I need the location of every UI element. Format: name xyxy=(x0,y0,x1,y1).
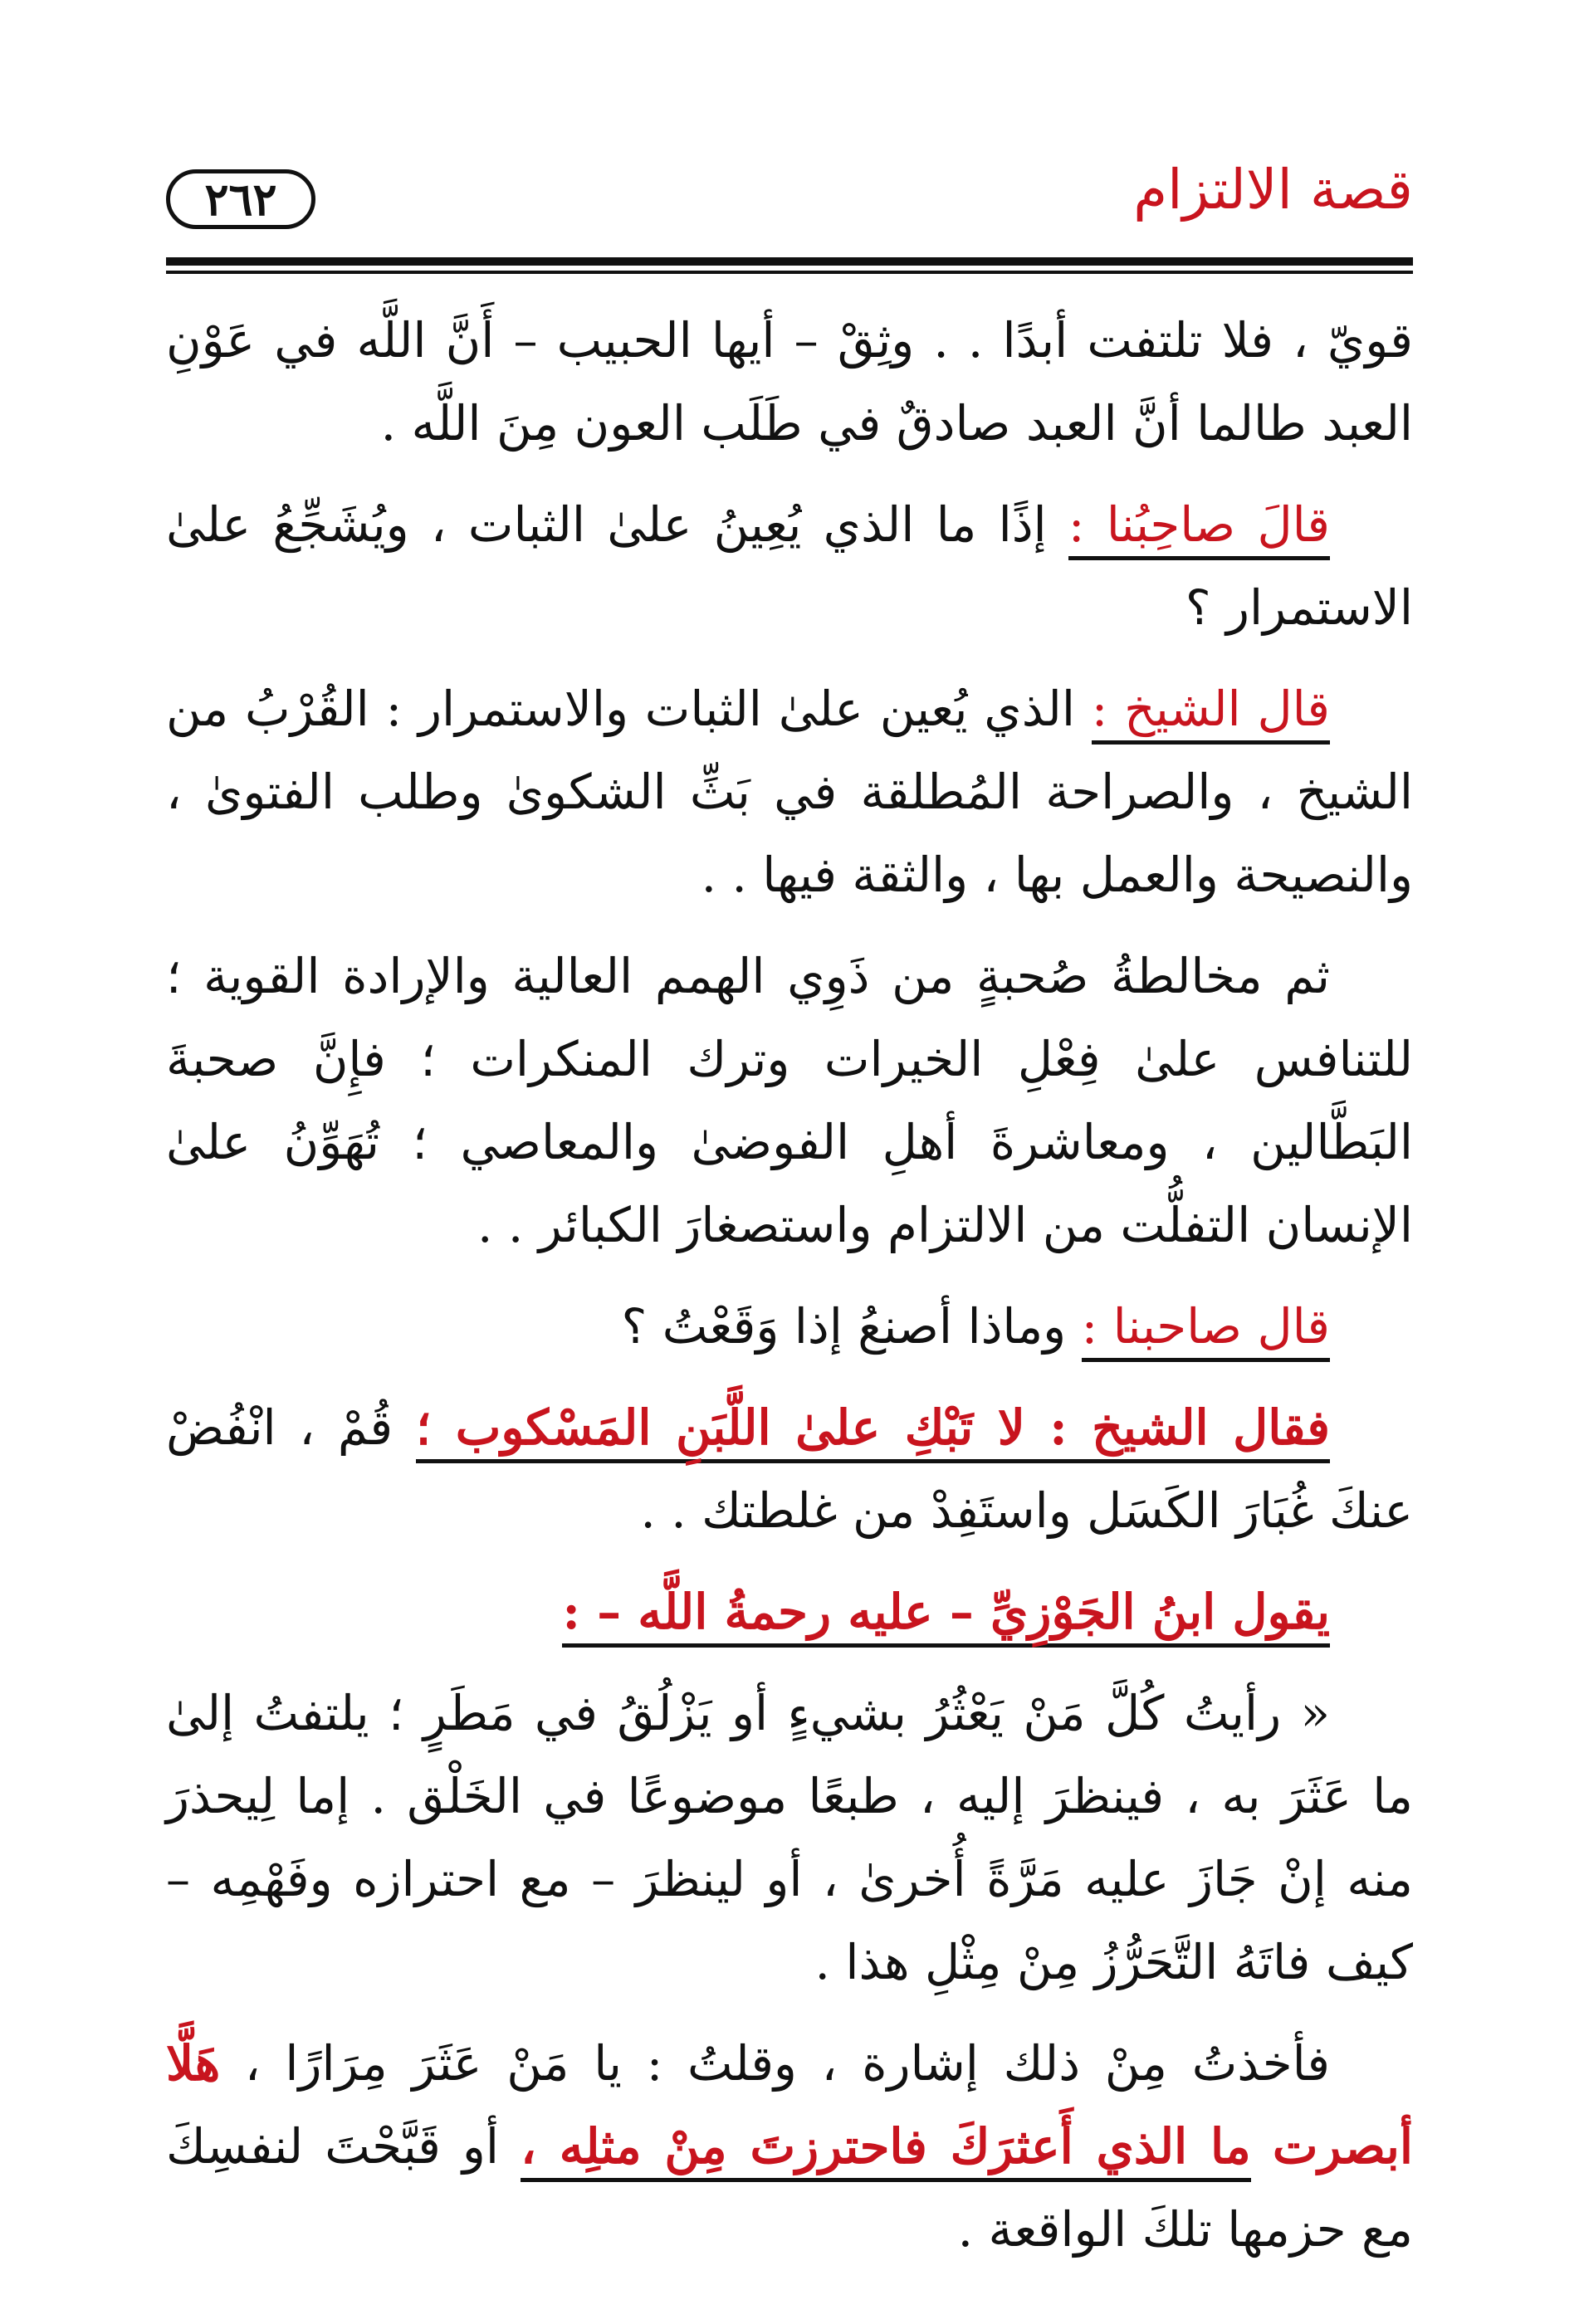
header-rule-thin xyxy=(166,271,1413,274)
paragraph-1: قويّ ، فلا تلتفت أبدًا . . وثِقْ – أيها الحبيب – أَنَّ اللَّه في عَوْنِ العبد طالما أنَّ العبد صادقٌ في طَلَب العون مِنَ اللَّه . xyxy=(166,312,1413,452)
page-header xyxy=(166,158,1413,249)
paragraph-2 xyxy=(166,483,1413,649)
book-title: قصة الالتزام xyxy=(1133,158,1413,222)
paragraph-5-text: وماذا أصنعُ إذا وَقَعْتُ ؟ xyxy=(621,1298,1082,1355)
paragraph-6 xyxy=(166,1386,1413,1552)
paragraph-8-highlight-1: هَلَّا أبصرت xyxy=(166,2035,1414,2175)
paragraph-8-text-2: أو قَبَّحْتَ لنفسِكَ مع حزمها تلكَ الواقعة . xyxy=(166,2118,1413,2258)
paragraph-8-highlight-2: ما الذي أَعثرَكَ فاحترزتَ مِنْ مثلِه ، xyxy=(521,2118,1251,2182)
paragraph-5 xyxy=(166,1285,1413,1368)
quote-heading-text: يقول ابنُ الجَوْزِيِّ – عليه رحمةُ اللَّه – : xyxy=(562,1584,1330,1648)
paragraph-8 xyxy=(166,2022,1413,2271)
paragraph-3-text: الذي يُعين علىٰ الثبات والاستمرار : القُرْبُ من الشيخ ، والصراحة المُطلقة في بَثِّ الشكوىٰ وطلب الفتوىٰ ، والنصيحة والعمل بها ، والثقة فيها . . xyxy=(166,681,1413,903)
page-number: ٢٦٢ xyxy=(204,173,277,226)
speaker-companion: قالَ صاحِبُنا : xyxy=(1068,496,1330,560)
paragraph-4: ثم مخالطةُ صُحبةٍ من ذَوِي الهمم العالية والإرادة القوية ؛ للتنافس علىٰ فِعْلِ الخيرات وترك المنكرات ؛ فإِنَّ صحبةَ البَطَّالين ، ومعاشرةَ أهلِ الفوضىٰ والمعاصي ؛ تُهَوِّنُ علىٰ الإنسان التفلُّت من الالتزام واستصغارَ الكبائر . . xyxy=(166,948,1413,1253)
quote-heading xyxy=(166,1570,1413,1653)
speaker-sheikh: قال الشيخ : xyxy=(1092,681,1330,745)
header-rule-thick xyxy=(166,257,1413,266)
sheikh-saying: فقال الشيخ : لا تَبْكِ علىٰ اللَّبَنِ المَسْكوب ؛ xyxy=(416,1399,1330,1463)
page-body xyxy=(166,299,1413,2289)
paragraph-2-text: إذًا ما الذي يُعِينُ علىٰ الثبات ، ويُشَجِّعُ علىٰ الاستمرار ؟ xyxy=(166,496,1413,636)
paragraph-7: « رأيتُ كُلَّ مَنْ يَعْثُرُ بشيءٍ أو يَزْلُقُ في مَطَرٍ ؛ يلتفتُ إلىٰ ما عَثَرَ به ، فينظرَ إليه ، طبعًا موضوعًا في الخَلْق . إما لِيحذرَ منه إنْ جَازَ عليه مَرَّةً أُخرىٰ ، أو لينظرَ – مع احترازه وفَهْمِه – كيف فاتَهُ التَّحَرُّزُ مِنْ مِثْلِ هذا . xyxy=(166,1685,1413,1990)
speaker-companion-2: قال صاحبنا : xyxy=(1082,1298,1330,1362)
page-number-badge xyxy=(166,169,315,229)
paragraph-8-text-1: فأخذتُ مِنْ ذلك إشارة ، وقلتُ : يا مَنْ عَثَرَ مِرَارًا ، xyxy=(220,2035,1330,2092)
paragraph-3 xyxy=(166,667,1413,916)
paragraph-6-text: قُمْ ، انْفُضْ عنكَ غُبَارَ الكَسَل واستَفِدْ من غلطتك . . xyxy=(166,1399,1413,1539)
